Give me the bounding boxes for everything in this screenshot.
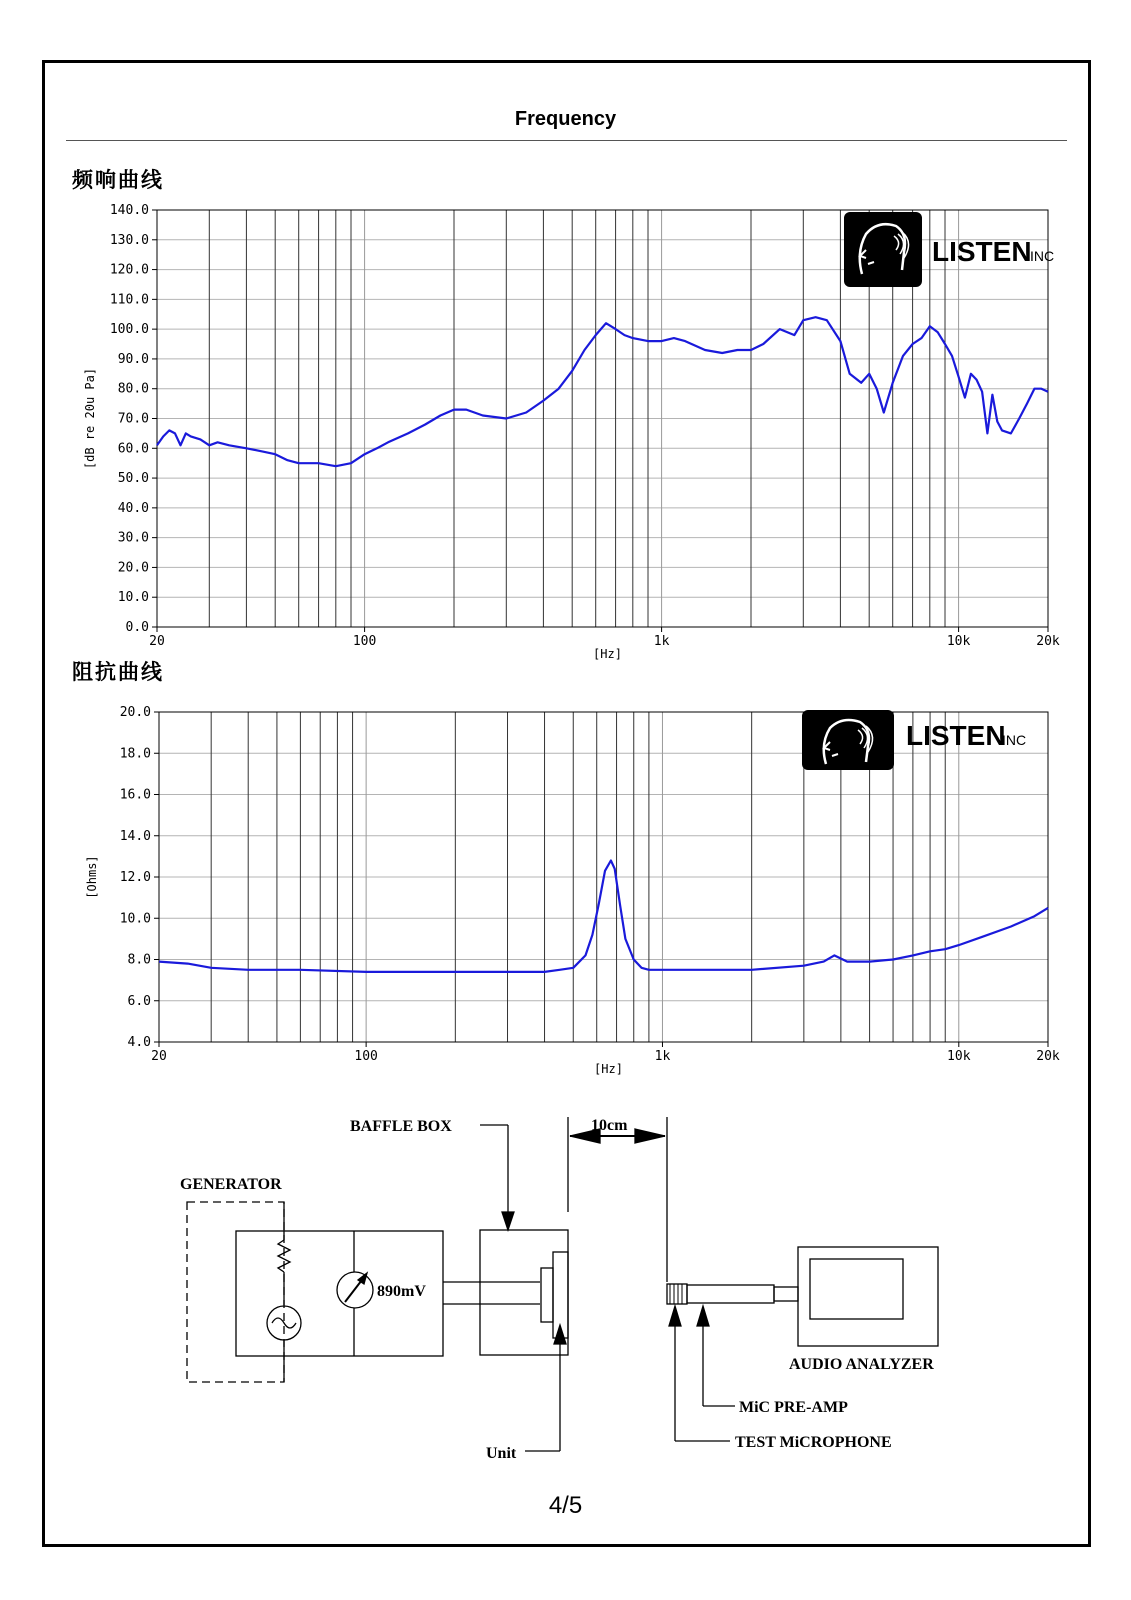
frequency-response-y-tick-label: 10.0 — [117, 590, 149, 606]
page-title: Frequency — [514, 108, 617, 130]
impedance-y-tick-label: 18.0 — [119, 746, 151, 762]
impedance-heading: 阻抗曲线 — [72, 660, 164, 684]
arrow-up-icon — [554, 1325, 566, 1344]
impedance-x-tick-label: 20k — [1036, 1049, 1060, 1064]
impedance-x-tick-label: 1k — [654, 1049, 671, 1064]
listen-logo-top — [844, 212, 1054, 287]
frequency-response-y-tick-label: 70.0 — [117, 411, 149, 427]
impedance-x-tick-label: 10k — [947, 1049, 971, 1064]
frequency-response-y-axis-title: [dB re 20u Pa] — [83, 367, 97, 470]
frequency-response-y-tick-label: 120.0 — [109, 262, 149, 278]
charts-layer — [83, 203, 1060, 1076]
arrow-down-icon — [502, 1212, 514, 1230]
frequency-response-x-axis-title: [Hz] — [593, 647, 622, 661]
frequency-response-y-tick-label: 60.0 — [117, 441, 149, 457]
impedance-y-axis-title: [Ohms] — [85, 855, 99, 899]
impedance-y-tick-label: 20.0 — [119, 705, 151, 720]
mic-preamp-body — [687, 1285, 774, 1303]
logo-suffix: INC — [1030, 248, 1055, 264]
arrow-right-icon — [635, 1129, 665, 1143]
frequency-response-x-tick-label: 10k — [946, 634, 971, 649]
analyzer-screen — [810, 1259, 903, 1319]
mic-preamp-label: MiC PRE-AMP — [739, 1399, 848, 1416]
frequency-response-y-tick-label: 140.0 — [109, 203, 149, 218]
impedance-y-tick-label: 14.0 — [119, 828, 151, 844]
frequency-response-y-tick-label: 0.0 — [125, 620, 149, 635]
frequency-response-x-tick-label: 20k — [1036, 634, 1060, 649]
audio-analyzer — [798, 1247, 938, 1346]
arrow-up-icon — [669, 1306, 681, 1326]
impedance-y-tick-label: 10.0 — [119, 911, 151, 927]
audio-analyzer-label: AUDIO ANALYZER — [789, 1356, 934, 1373]
speaker-magnet — [541, 1268, 553, 1322]
frequency-response-x-tick-label: 100 — [352, 634, 377, 649]
generator-label: GENERATOR — [180, 1176, 282, 1193]
impedance-x-axis-title: [Hz] — [594, 1062, 623, 1076]
impedance-y-tick-label: 16.0 — [119, 787, 151, 803]
frequency-response-y-tick-label: 20.0 — [117, 560, 149, 576]
frequency-response-y-tick-label: 50.0 — [117, 471, 149, 487]
impedance-x-tick-label: 100 — [354, 1049, 378, 1064]
frequency-response-x-tick-label: 20 — [149, 634, 165, 649]
frequency-response-y-tick-label: 100.0 — [109, 322, 149, 338]
logo-suffix: INC — [1002, 732, 1027, 748]
frequency-response-y-tick-label: 80.0 — [117, 381, 149, 397]
baffle-box-label: BAFFLE BOX — [350, 1118, 452, 1135]
diagram-labels — [180, 1117, 934, 1462]
impedance-y-tick-label: 8.0 — [127, 952, 151, 968]
arrow-up-icon — [697, 1306, 709, 1326]
test-microphone-label: TEST MiCROPHONE — [735, 1434, 892, 1451]
frequency-response-y-tick-label: 110.0 — [109, 292, 149, 308]
frequency-response-y-tick-label: 40.0 — [117, 500, 149, 516]
frequency-response-x-tick-label: 1k — [653, 634, 670, 649]
frequency-response-y-tick-label: 30.0 — [117, 530, 149, 546]
impedance-y-tick-label: 6.0 — [127, 993, 151, 1009]
impedance-x-tick-label: 20 — [151, 1049, 167, 1064]
voltage-label: 890mV — [377, 1283, 426, 1300]
logo-brand: LISTEN — [932, 236, 1032, 267]
mic-cable-connector — [774, 1287, 798, 1301]
logo-brand: LISTEN — [906, 720, 1006, 751]
listen-logo-bottom — [802, 710, 1026, 770]
frequency-response-heading: 频响曲线 — [72, 168, 164, 192]
impedance-y-tick-label: 12.0 — [119, 870, 151, 885]
frequency-response-y-tick-label: 130.0 — [109, 232, 149, 248]
page-number: 4/5 — [548, 1492, 583, 1519]
baffle-box — [480, 1230, 568, 1355]
frequency-response-series-line — [157, 317, 1048, 466]
unit-label: Unit — [486, 1445, 517, 1462]
impedance-y-tick-label: 4.0 — [127, 1035, 151, 1050]
frequency-response-y-tick-label: 90.0 — [117, 351, 149, 367]
distance-label: 10cm — [591, 1117, 628, 1134]
